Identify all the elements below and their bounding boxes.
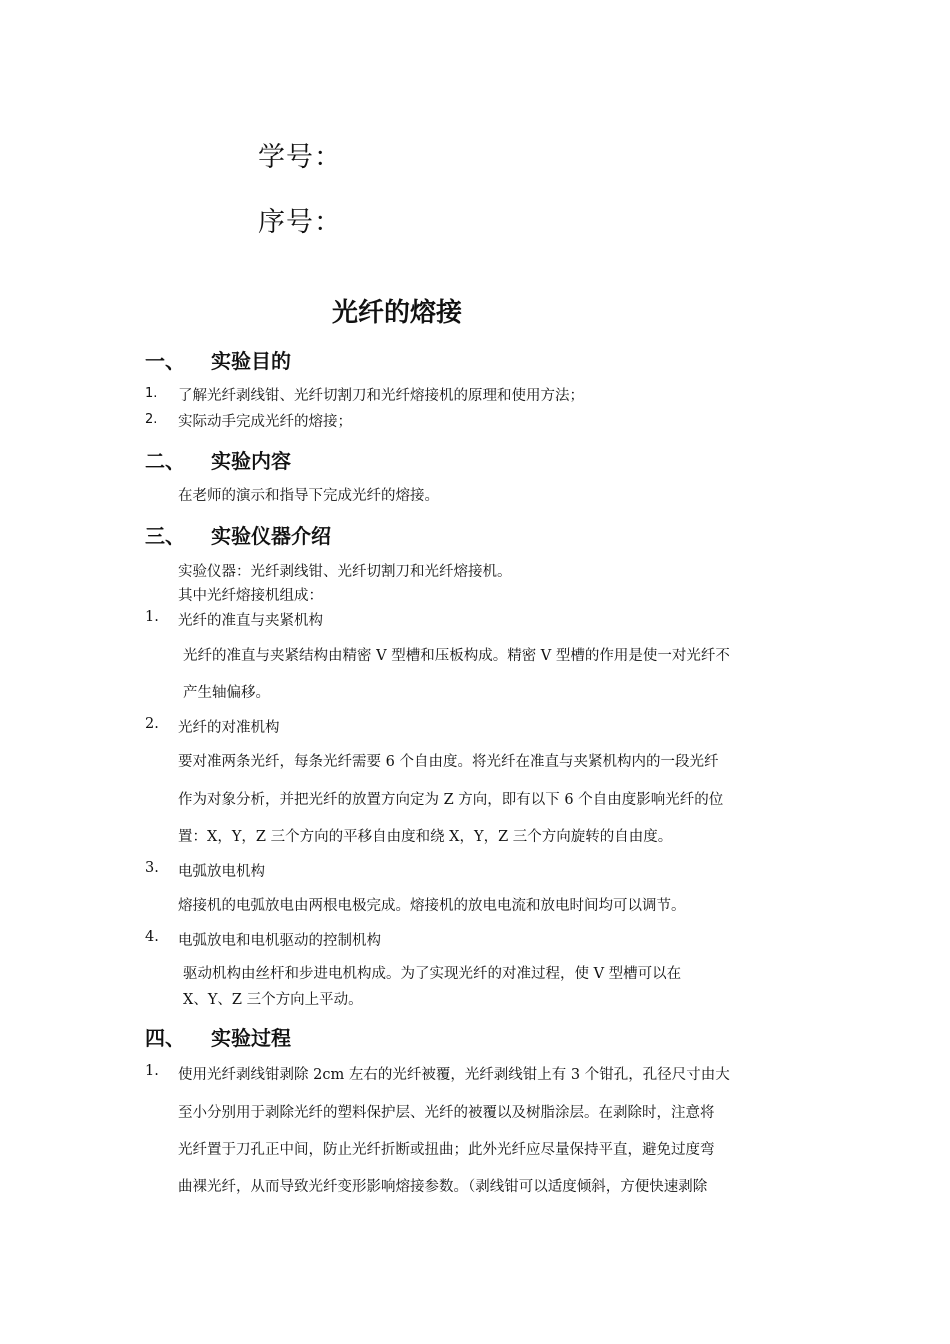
list-item-number: 4. (145, 929, 159, 945)
list-item-heading: 电弧放电机构 (178, 864, 265, 880)
section-number: 一、 (145, 349, 185, 373)
section-number: 四、 (145, 1026, 185, 1050)
section-label: 实验内容 (211, 449, 291, 473)
section-label: 实验过程 (211, 1026, 291, 1050)
section-number: 三、 (145, 524, 185, 548)
list-item-text: 实际动手完成光纤的熔接； (178, 414, 352, 430)
list-item-heading: 光纤的对准机构 (178, 720, 280, 736)
paragraph-line: 要对准两条光纤，每条光纤需要 6 个自由度。将光纤在准直与夹紧机构内的一段光纤 (178, 754, 719, 770)
paragraph-line: 至小分别用于剥除光纤的塑料保护层、光纤的被覆以及树脂涂层。在剥除时，注意将 (178, 1105, 715, 1121)
list-item-heading: 光纤的准直与夹紧机构 (178, 613, 323, 629)
list-item-number: 1. (145, 386, 158, 401)
paragraph-line: 熔接机的电弧放电由两根电极完成。熔接机的放电电流和放电时间均可以调节。 (178, 898, 686, 914)
section-intro: 实验仪器：光纤剥线钳、光纤切割刀和光纤熔接机。 (178, 564, 512, 580)
page-title: 光纤的熔接 (331, 298, 462, 328)
paragraph-line: 置：X，Y，Z 三个方向的平移自由度和绕 X，Y，Z 三个方向旋转的自由度。 (178, 829, 673, 845)
paragraph-line: 产生轴偏移。 (183, 685, 270, 701)
section-label: 实验目的 (211, 349, 291, 373)
paragraph-line: 使用光纤剥线钳剥除 2cm 左右的光纤被覆，光纤剥线钳上有 3 个钳孔，孔径尺寸由大 (178, 1067, 730, 1083)
section-intro: 其中光纤熔接机组成： (178, 588, 323, 604)
list-item-number: 2. (145, 412, 158, 427)
list-item-text: 了解光纤剥线钳、光纤切割刀和光纤熔接机的原理和使用方法； (178, 388, 584, 404)
student-id-label: 学号： (258, 142, 342, 173)
list-item-heading: 电弧放电和电机驱动的控制机构 (178, 933, 381, 949)
paragraph-line: 光纤置于刀孔正中间，防止光纤折断或扭曲；此外光纤应尽量保持平直，避免过度弯 (178, 1142, 715, 1158)
seq-label: 序号： (258, 207, 342, 238)
paragraph-line: 驱动机构由丝杆和步进电机构成。为了实现光纤的对准过程，使 V 型槽可以在 (183, 966, 682, 982)
section-number: 二、 (145, 449, 185, 473)
section-body: 在老师的演示和指导下完成光纤的熔接。 (178, 488, 439, 504)
list-item-number: 2. (145, 716, 159, 732)
list-item-number: 1. (145, 1063, 159, 1079)
list-item-number: 1. (145, 609, 159, 625)
paragraph-line: 曲裸光纤，从而导致光纤变形影响熔接参数。（剥线钳可以适度倾斜，方便快速剥除 (178, 1179, 708, 1195)
list-item-number: 3. (145, 860, 159, 876)
paragraph-line: 光纤的准直与夹紧结构由精密 V 型槽和压板构成。精密 V 型槽的作用是使一对光纤不 (183, 648, 730, 664)
paragraph-line: X、Y、Z 三个方向上平动。 (183, 992, 363, 1008)
paragraph-line: 作为对象分析，并把光纤的放置方向定为 Z 方向，即有以下 6 个自由度影响光纤的位 (178, 792, 724, 808)
section-label: 实验仪器介绍 (211, 524, 331, 548)
